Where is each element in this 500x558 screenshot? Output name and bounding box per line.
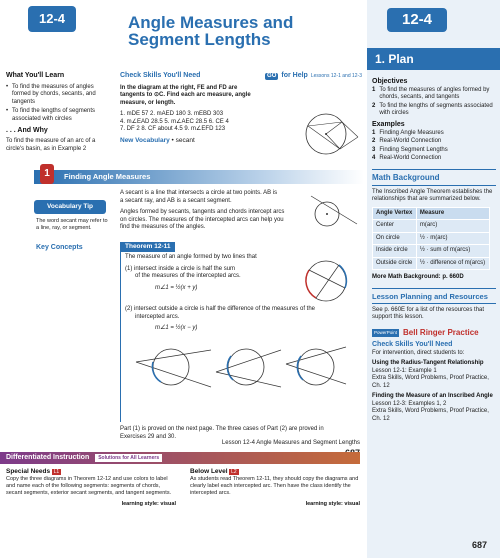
list-item: 2 To find the lengths of segments associated with circles (372, 102, 493, 117)
table-row: Center m(arc) (373, 220, 490, 233)
formula-2: m∠1 = ½(x − y) (155, 325, 198, 332)
list-item: 1 To find the measures of angles formed by chords, secants, and tangents (372, 86, 490, 101)
page-title: Angle Measures and Segment Lengths (128, 13, 294, 49)
why-heading: . . . And Why (6, 127, 48, 135)
objectives-list (372, 87, 496, 118)
key-concepts-label: Key Concepts (36, 244, 83, 251)
inside-angle-diagram (301, 256, 351, 306)
plan-header: 1. Plan (367, 48, 500, 70)
theorem-label: Theorem 12-11 (121, 242, 175, 252)
for-help-label: for Help (281, 72, 308, 79)
list-item: 2 Real-World Connection (372, 138, 442, 144)
page-number: 687 (472, 540, 488, 550)
special-needs: Special Needs L1 Copy the three diagrams in Theorem 12-12 and use colors to label and name each of the following segments: segments of chords, secant segments, exterior secant segments, and tangent segments. learning style: visual (6, 468, 176, 507)
learn-list (6, 84, 106, 124)
lesson-planning-heading: Lesson Planning and Resources (372, 291, 488, 301)
bell-ringer: PowerPoint Bell Ringer Practice (374, 327, 479, 337)
below-level: Below Level L2 As students read Theorem 12-11, they should copy the diagrams and clearly label each intercepted arc. Then have the class identify the intercepted arcs. learning style: visual (190, 468, 360, 507)
sidebar-check-heading: Check Skills You'll Need (372, 340, 453, 348)
lesson-badge: 12-4 (28, 6, 76, 32)
differentiated-bar: Differentiated Instruction Solutions for All Learners (0, 452, 360, 464)
list-item: 3 Finding Segment Lengths (372, 146, 448, 153)
list-item: 1 Finding Angle Measures (372, 129, 444, 136)
examples-heading: Examples (372, 120, 405, 128)
lesson-ref: Lessons 12-1 and 12-3 (310, 73, 362, 80)
go-icon: GO (267, 72, 277, 79)
vocab-tip-label: Vocabulary Tip (34, 200, 106, 214)
learn-section (6, 72, 106, 153)
table-row: Inside circle ½ · sum of m(arcs) (373, 245, 490, 258)
table-row: Outside circle ½ · difference of m(arcs) (373, 257, 490, 270)
vocab-tip-text: The word secant may refer to a line, ray, or segment. (36, 218, 108, 231)
examples-list (372, 130, 496, 163)
section-number: 1 (40, 164, 54, 184)
page-footer: Lesson 12-4 Angle Measures and Segment Lengths (221, 440, 360, 446)
outside-angle-diagrams (131, 342, 351, 392)
check-skills-heading: Check Skills You'll Need (120, 72, 201, 79)
learn-heading: What You'll Learn (6, 72, 65, 79)
formula-1: m∠1 = ½(x + y) (155, 284, 198, 291)
objectives-heading: Objectives (372, 78, 408, 85)
lesson-planning-text: See p. 660E for a list of the resources that support this lesson. (372, 306, 485, 321)
theorem-box: Theorem 12-11 The measure of an angle formed by two lines that (1) intersect inside a circle is half the sum of the measures of the intercepted arcs. m∠1 = ½(x + y) (2) intersect outside a circle is half the difference of the measures of the intercepted arcs. m∠1 = ½(x − y) (120, 242, 360, 422)
table-header-row: Angle Vertex Measure (373, 207, 490, 220)
powerpoint-icon: PowerPoint (374, 330, 398, 336)
sidebar-badge: 12-4 (387, 8, 447, 32)
body-text: A secant is a line that intersects a circle at two points. AB is a secant ray, and AB is a secant segment. Angles formed by secants, tangents and chords intercept arcs on circles. The measures of the intercepted arcs can help you find the measures of the angles. (120, 190, 285, 230)
table-row: On circle ½ · m(arc) (373, 232, 490, 245)
learn-item: • To find the measures of angles formed by chords, secants, and tangents (6, 84, 106, 107)
new-vocab: New Vocabulary • secant (120, 136, 195, 144)
angle-table (372, 207, 490, 271)
math-bg-heading: Math Background (372, 172, 440, 182)
list-item: 4 Real-World Connection (372, 155, 442, 161)
learn-item: • To find the lengths of segments associated with circles (6, 108, 106, 123)
sidebar-content: Objectives 1 To find the measures of angles formed by chords, secants, and tangents 2 To find the lengths of segments associated with circles Examples 1 Finding Angle Measures 2 Real-World Connection 3 Finding Segment Lengths 4 Real-World Connection Math Background The Inscribed Angle Theorem establishes the relationships that are summarized below. Angle Vertex Measure Center m(arc) On circle ½ · m(arc) Inside circle ½ · sum of m(arcs) Outside circle ½ · difference of m(arcs) More Math Background: p. 660D Lesson Planning and Resources See p. 660E for a list of the resources that support this lesson. PowerPoint Bell Ringer Practice Check Skills You'll Need For intervention, direct students to: Using the Radius-Tangent Relationship Lesson 12-1: Example 1 Extra Skills, Word Problems, Proof Practice, Ch. 12 Finding the Measure of an Inscribed Angle Lesson 12-3: Examples 1, 2 Extra Skills, Word Problems, Proof Practice, Ch. 12 (372, 78, 496, 423)
proof-note: Part (1) is proved on the next page. The three cases of Part (2) are proved in Exercises 29 and 30. (120, 426, 324, 440)
why-text: To find the measure of an arc of a circle's basin, as in Example 2 (6, 138, 96, 152)
check-intro: In the diagram at the right, FE and FD are tangents to ⊙C. Find each arc measure, angle measure, or length. (120, 84, 251, 106)
secant-diagram (305, 190, 360, 234)
section-header: Finding Angle Measures (34, 170, 364, 184)
more-bg-link[interactable]: More Math Background: p. 660D (372, 274, 464, 280)
circle-tangent-diagram (298, 104, 368, 164)
check-skills-box (120, 72, 362, 145)
check-answers: 1. mDE 57 2. mAED 180 3. mEBD 303 4. m∠EAD 28.5 5. m∠AEC 28.5 6. CE 4 7. DF 2 8. CF about 4.5 9. m∠EFD 123 (120, 111, 229, 133)
math-bg-text: The Inscribed Angle Theorem establishes the relationships that are summarized below. (372, 188, 493, 202)
